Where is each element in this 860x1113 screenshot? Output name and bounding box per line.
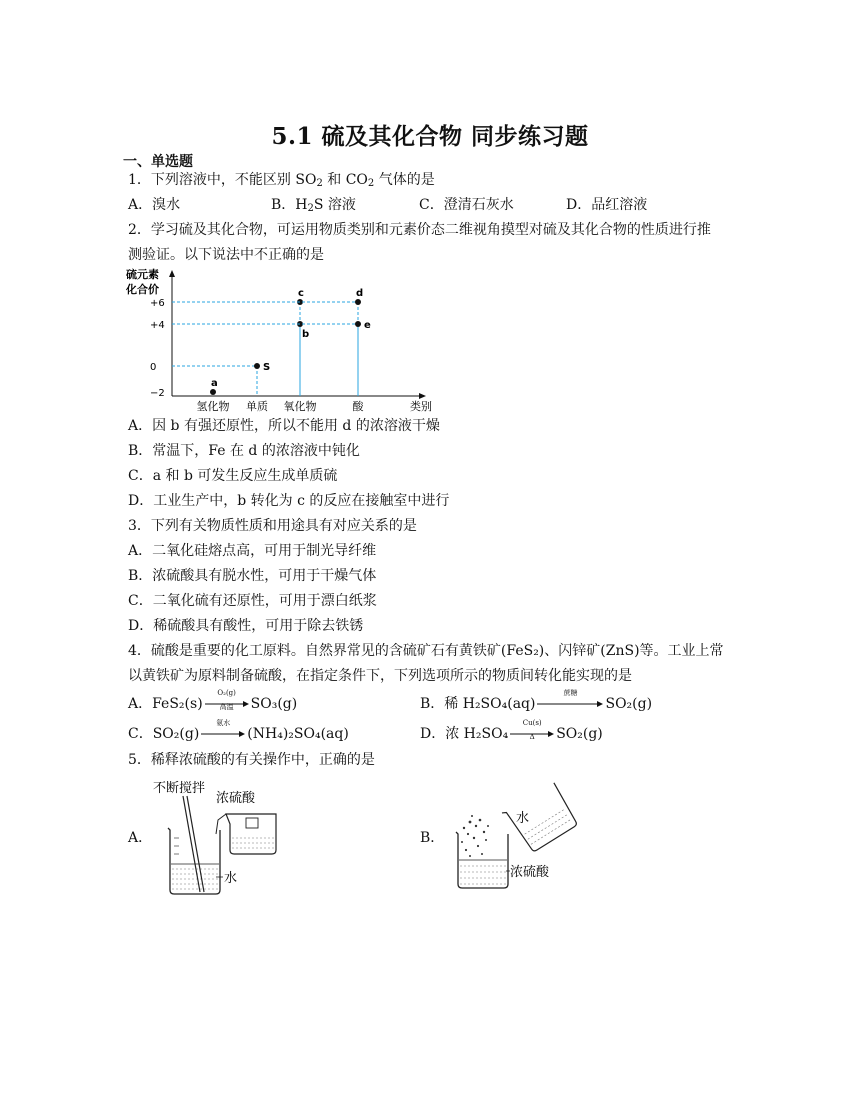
page-title: 5.1 硫及其化合物 同步练习题 xyxy=(271,123,589,150)
chart-point-d xyxy=(355,299,361,305)
chart-y-tick-label: −2 xyxy=(150,388,165,399)
subscript: 2 xyxy=(307,203,314,214)
chart-x-tick-label: 氢化物 xyxy=(196,400,230,413)
chart-y-tick-label: +4 xyxy=(150,320,165,331)
q4-a-reactant: A．FeS₂(s) xyxy=(128,696,203,712)
q1-stem xyxy=(128,170,435,190)
q4-c-product: (NH₄)₂SO₄(aq) xyxy=(247,726,349,742)
q1-option-a[interactable]: A．溴水 xyxy=(128,197,181,213)
reaction-arrow xyxy=(537,689,603,708)
chart-xlabel: 类别 xyxy=(410,400,432,413)
q4-c-reactant: C．SO₂(g) xyxy=(128,726,200,742)
acid-bottle-icon xyxy=(216,814,276,854)
q1-option-c[interactable]: C．澄清石灰水 xyxy=(419,197,514,213)
arrow-condition: 蔗糖 xyxy=(563,689,578,697)
q3-option-b[interactable]: B．浓硫酸具有脱水性，可用于干燥气体 xyxy=(128,568,377,584)
chart-x-arrow xyxy=(419,393,426,399)
q5-option-a[interactable]: A． xyxy=(128,830,153,846)
arrow-condition: 氨水 xyxy=(216,719,231,727)
q4-stem-line1: 4．硫酸是重要的化工原料。自然界常见的含硫矿石有黄铁矿(FeS₂)、闪锌矿(ZnS)等。工业上常 xyxy=(128,643,724,659)
section-heading: 一、单选题 xyxy=(123,154,193,170)
q4-b-product: SO₂(g) xyxy=(605,696,653,712)
reaction-arrow xyxy=(201,719,245,738)
chart-point-e xyxy=(355,321,361,327)
figure-a-stir-label: 不断搅拌 xyxy=(153,781,206,796)
q4-d-reactant: D．浓 H₂SO₄ xyxy=(420,726,509,742)
reaction-arrow xyxy=(510,719,554,741)
q4-d-product: SO₂(g) xyxy=(556,726,603,742)
chart-point-label: b xyxy=(302,329,310,340)
chart-y-tick-label: +6 xyxy=(150,298,165,309)
q1-option-d[interactable]: D．品红溶液 xyxy=(566,197,648,213)
q1-stem-part: 气体的是 xyxy=(374,172,435,188)
chart-x-tick-label: 单质 xyxy=(246,400,268,413)
chart-ylabel-line1: 硫元素 xyxy=(126,268,159,281)
figure-b-acid-label: 浓硫酸 xyxy=(510,865,550,880)
chart-point-S xyxy=(254,363,260,369)
subscript: 2 xyxy=(367,178,375,189)
q1-option-b-part: S 溶液 xyxy=(313,197,356,213)
chart-point-label: a xyxy=(211,378,218,389)
q4-option-b[interactable] xyxy=(420,689,653,714)
q1-option-b[interactable] xyxy=(271,195,356,215)
q3-option-c[interactable]: C．二氧化硫有还原性，可用于漂白纸浆 xyxy=(128,593,377,609)
chart-point-label: e xyxy=(364,320,371,331)
water-beaker-icon xyxy=(502,781,579,855)
arrow-condition: O₂(g) xyxy=(217,689,236,697)
q4-option-d[interactable] xyxy=(420,719,603,744)
q3-option-a[interactable]: A．二氧化硅熔点高，可用于制光导纤维 xyxy=(128,543,377,559)
arrow-condition: Cu(s) xyxy=(522,719,542,727)
q2-option-b[interactable]: B．常温下，Fe 在 d 的浓溶液中钝化 xyxy=(128,443,360,459)
q3-option-d[interactable]: D．稀硫酸具有酸性，可用于除去铁锈 xyxy=(128,618,364,634)
figure-b-dilution xyxy=(450,776,590,898)
q2-stem-line1: 2．学习硫及其化合物，可运用物质类别和元素价态二维视角摸型对硫及其化合物的性质进行推 xyxy=(128,222,711,238)
figure-a-water-label: 水 xyxy=(224,871,238,886)
valence-chart xyxy=(120,266,440,416)
q1-stem-part: 1．下列溶液中，不能区别 SO xyxy=(128,172,317,188)
q3-stem: 3．下列有关物质性质和用途具有对应关系的是 xyxy=(128,518,417,534)
q2-stem-line2: 测验证。以下说法中不正确的是 xyxy=(128,247,324,263)
figure-a-acid-label: 浓硫酸 xyxy=(216,791,256,806)
q4-stem-line2: 以黄铁矿为原料制备硫酸，在指定条件下，下列选项所示的物质间转化能实现的是 xyxy=(128,668,632,684)
figure-b-water-label: 水 xyxy=(516,811,530,826)
q4-option-a[interactable] xyxy=(128,689,298,714)
chart-point-label: d xyxy=(356,288,364,299)
chart-y-arrow xyxy=(169,270,175,277)
arrow-icon xyxy=(201,730,245,738)
q2-option-c[interactable]: C．a 和 b 可发生反应生成单质硫 xyxy=(128,468,338,484)
arrow-icon xyxy=(537,700,603,708)
reaction-arrow xyxy=(205,689,249,711)
chart-y-tick-label: 0 xyxy=(150,362,157,373)
figure-a-dilution xyxy=(150,776,290,898)
q2-option-a[interactable]: A．因 b 有强还原性，所以不能用 d 的浓溶液干燥 xyxy=(128,418,440,434)
q5-option-b[interactable]: B． xyxy=(420,830,445,846)
beaker-icon xyxy=(456,832,508,888)
chart-x-tick-label: 氧化物 xyxy=(283,400,317,413)
q5-stem: 5．稀释浓硫酸的有关操作中，正确的是 xyxy=(128,752,375,768)
q1-stem-part: 和 CO xyxy=(322,172,368,188)
chart-x-tick-label: 酸 xyxy=(352,400,364,413)
q4-a-product: SO₃(g) xyxy=(250,696,298,712)
subscript: 2 xyxy=(316,178,323,189)
q4-b-reactant: B．稀 H₂SO₄(aq) xyxy=(420,696,536,712)
glass-rod-icon xyxy=(183,796,204,892)
chart-point-a xyxy=(210,389,216,395)
q1-option-b-part: B．H xyxy=(271,197,308,213)
q4-option-c[interactable] xyxy=(128,719,349,744)
chart-point-label: S xyxy=(263,362,271,373)
splash-icon xyxy=(461,815,489,857)
chart-point-label: c xyxy=(298,288,304,299)
arrow-condition: 高温 xyxy=(219,703,234,711)
q2-option-d[interactable]: D．工业生产中，b 转化为 c 的反应在接触室中进行 xyxy=(128,493,450,509)
chart-ylabel-line2: 化合价 xyxy=(126,283,159,296)
arrow-condition: Δ xyxy=(529,733,535,741)
